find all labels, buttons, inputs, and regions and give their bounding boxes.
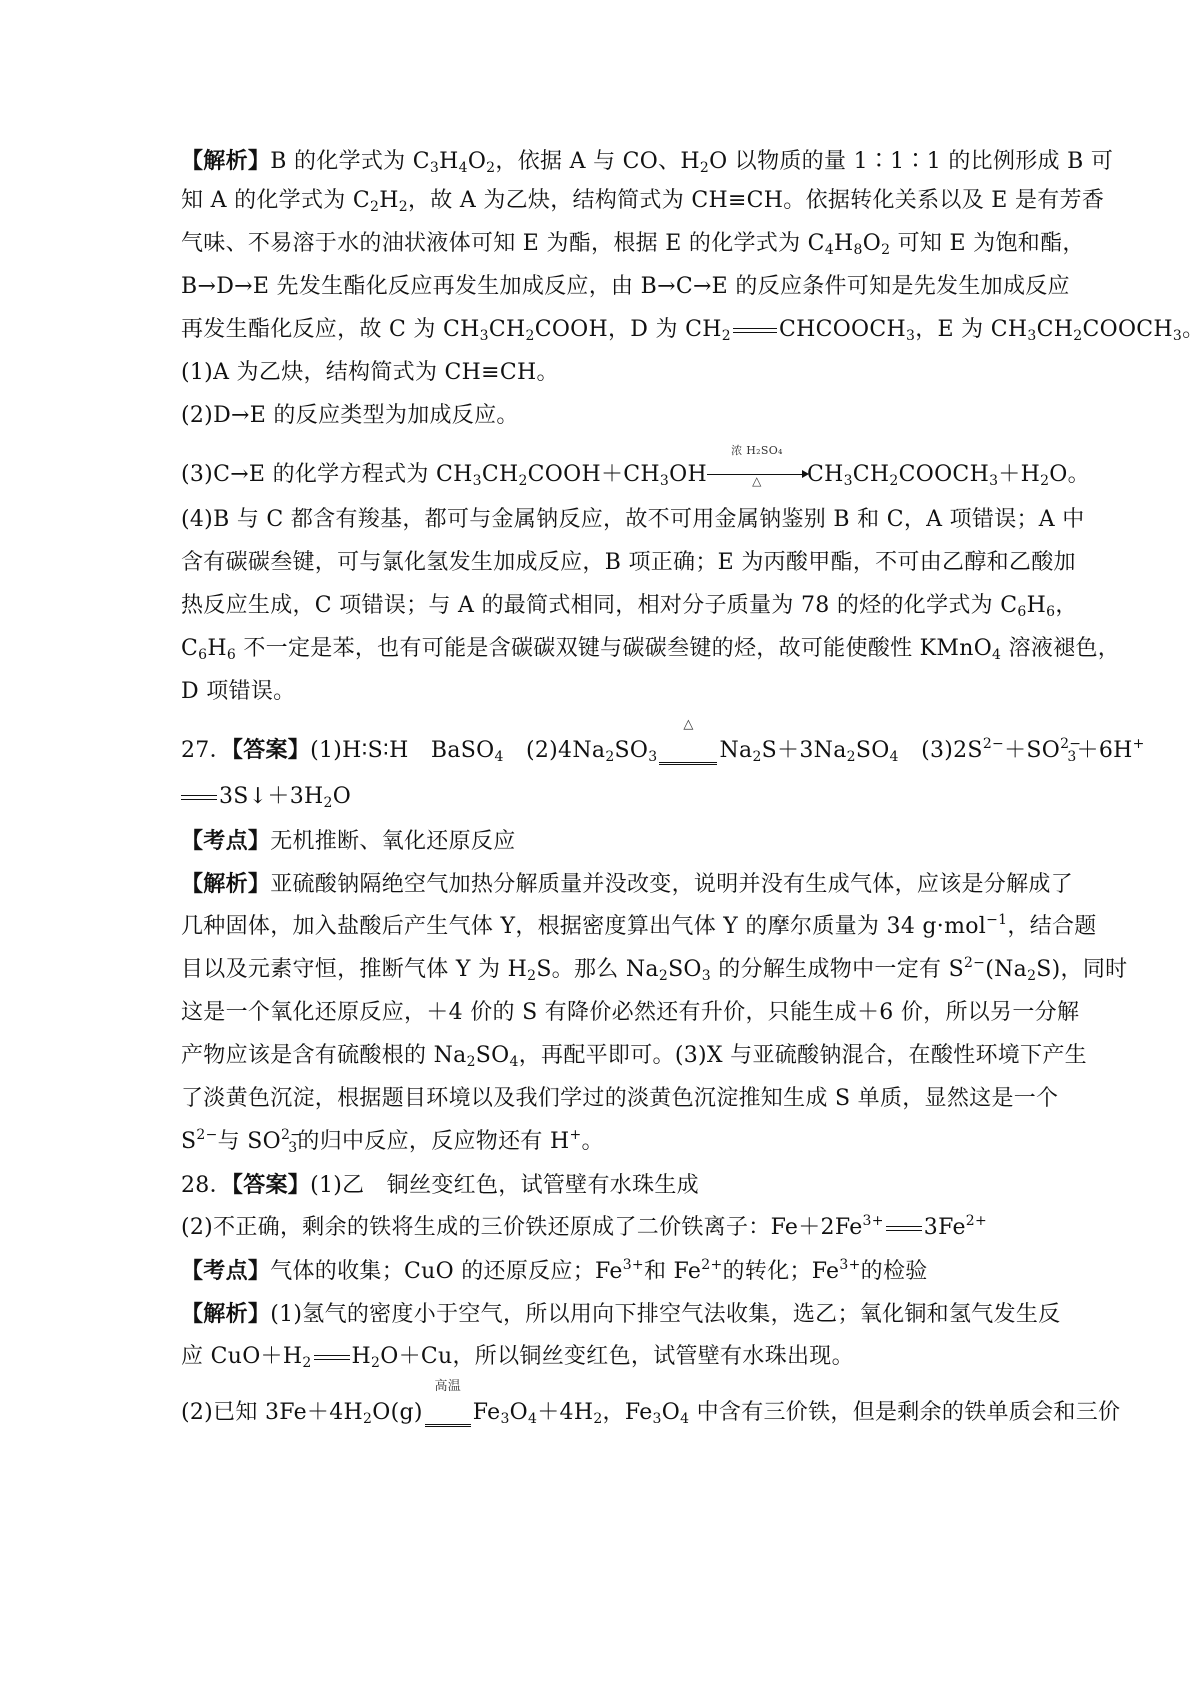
answer-line-6: (1)A 为乙炔，结构简式为 CH≡CH。 xyxy=(181,360,559,385)
analysis-line-5: 再发生酯化反应，故 C 为 $CH_3CH_2COOH$，D 为 $CH_2$ $CHCOOCH_3$，E 为 $CH_3CH_2COOCH_3$。 xyxy=(181,317,1204,344)
answer-line-10: 含有碳碳叁键，可与氯化氢发生加成反应，B 项正确；E 为丙酸甲酯，不可由乙醇和乙酸加 xyxy=(181,550,1076,575)
q28-answer-line: 28．【答案】(1)乙 铜丝变红色，试管壁有水珠生成 xyxy=(181,1172,699,1198)
q27-analysis-line-7: $S^{2-}$与 $SO^{2-}_3$的归中反应，反应物还有 H+。 xyxy=(181,1127,604,1156)
analysis-line-3: 气味、不易溶于水的油状液体可知 E 为酯，根据 E 的化学式为 $C_4H_8O_2$ 可知 E 为饱和酯， xyxy=(181,231,1085,258)
answer-line-11: 热反应生成，C 项错误；与 A 的最简式相同，相对分子质量为 78 的烃的化学式为 $C_6H_6$， xyxy=(181,593,1078,620)
q28-analysis-line-3: (2)已知 $3Fe+4H_2O(g)$ 高温 $Fe_3O_4+4H_2$，$Fe_3O_4$ 中含有三价铁，但是剩余的铁单质会和三价 xyxy=(181,1379,1121,1427)
answer-line-7: (2)D→E 的反应类型为加成反应。 xyxy=(181,403,519,428)
analysis-line-2: 知 A 的化学式为 $C_2H_2$，故 A 为乙炔，结构简式为 CH≡CH。依据转化关系以及 E 是有芳香 xyxy=(181,188,1105,215)
q27-topic-line: 【考点】无机推断、氧化还原反应 xyxy=(181,828,516,854)
q27-answer-line-2: $3S↓+3H_2O$ xyxy=(181,781,351,813)
equals-sign xyxy=(181,795,217,800)
analysis-line-4: B→D→E 先发生酯化反应再发生加成反应，由 B→C→E 的反应条件可知是先发生加成反应 xyxy=(181,274,1070,299)
analysis-line-1: 【解析】B 的化学式为 $C_3H_4O_2$，依据 A 与 CO、$H_2O$ 以物质的量 1∶1∶1 的比例形成 B 可 xyxy=(181,148,1114,176)
answer-line-8: (3)C→E 的化学方程式为 $CH_3CH_2COOH+CH_3OH$ 浓 H₂SO₄ △ $CH_3CH_2COOCH_3+H_2O$。 xyxy=(181,444,1090,489)
reversible-arrow: 浓 H₂SO₄ △ xyxy=(707,459,807,491)
q28-answer-line-2: (2)不正确，剩余的铁将生成的三价铁还原成了二价铁离子：$Fe+2Fe^{3+}$ $3Fe^{2+}$ xyxy=(181,1213,988,1240)
q27-analysis-line-4: 这是一个氧化还原反应，＋4 价的 S 有降价必然还有升价，只能生成＋6 价，所以另一分解 xyxy=(181,1000,1080,1025)
double-bond xyxy=(733,328,777,333)
q27-analysis-line-6: 了淡黄色沉淀，根据题目环境以及我们学过的淡黄色沉淀推知生成 S 单质，显然这是一个 xyxy=(181,1086,1059,1111)
high-temp-equals-sign: 高温 xyxy=(425,1397,471,1429)
q28-topic-line: 【考点】气体的收集；CuO 的还原反应；$Fe^{3+}$和 $Fe^{2+}$的转化；$Fe^{3+}$的检验 xyxy=(181,1257,928,1284)
q28-analysis-line-1: 【解析】(1)氢气的密度小于空气，所以用向下排空气法收集，选乙；氧化铜和氢气发生反 xyxy=(181,1301,1061,1327)
equals-sign xyxy=(886,1226,922,1231)
analysis-label: 【解析】 xyxy=(181,148,271,174)
answer-line-13: D 项错误。 xyxy=(181,679,296,704)
q28-analysis-line-2: 应 $CuO+H_2$ $H_2O+Cu$，所以铜丝变红色，试管壁有水珠出现。 xyxy=(181,1344,854,1371)
q27-analysis-line-1: 【解析】亚硫酸钠隔绝空气加热分解质量并没改变，说明并没有生成气体，应该是分解成了 xyxy=(181,871,1074,897)
q27-analysis-line-2: 几种固体，加入盐酸后产生气体 Y，根据密度算出气体 Y 的摩尔质量为 34 g·mol$^{-1}$，结合题 xyxy=(181,912,1097,939)
equals-sign xyxy=(314,1355,350,1360)
q27-analysis-line-3: 目以及元素守恒，推断气体 Y 为 $H_2S$。那么 $Na_2SO_3$ 的分解生成物中一定有 $S^{2-}(Na_2S)$，同时 xyxy=(181,955,1128,984)
answer-line-9: (4)B 与 C 都含有羧基，都可与金属钠反应，故不可用金属钠鉴别 B 和 C，A 项错误；A 中 xyxy=(181,507,1085,532)
answer-line-12: $C_6H_6$ 不一定是苯，也有可能是含碳碳双键与碳碳叁键的烃，故可能使酸性 KMnO$_4$ 溶液褪色， xyxy=(181,636,1121,663)
heat-equals-sign: △ xyxy=(659,735,717,767)
q27-answer-line: 27．【答案】(1)H∶S∶H BaSO$_4$ $(2)4Na_2SO_3$ △ $Na_2S+3Na_2SO_4$ $(3)2S^{2-}+SO^{2-}_3+6H^+$ xyxy=(181,717,1145,765)
q27-analysis-line-5: 产物应该是含有硫酸根的 $Na_2SO_4$，再配平即可。(3)X 与亚硫酸钠混合，在酸性环境下产生 xyxy=(181,1043,1087,1070)
